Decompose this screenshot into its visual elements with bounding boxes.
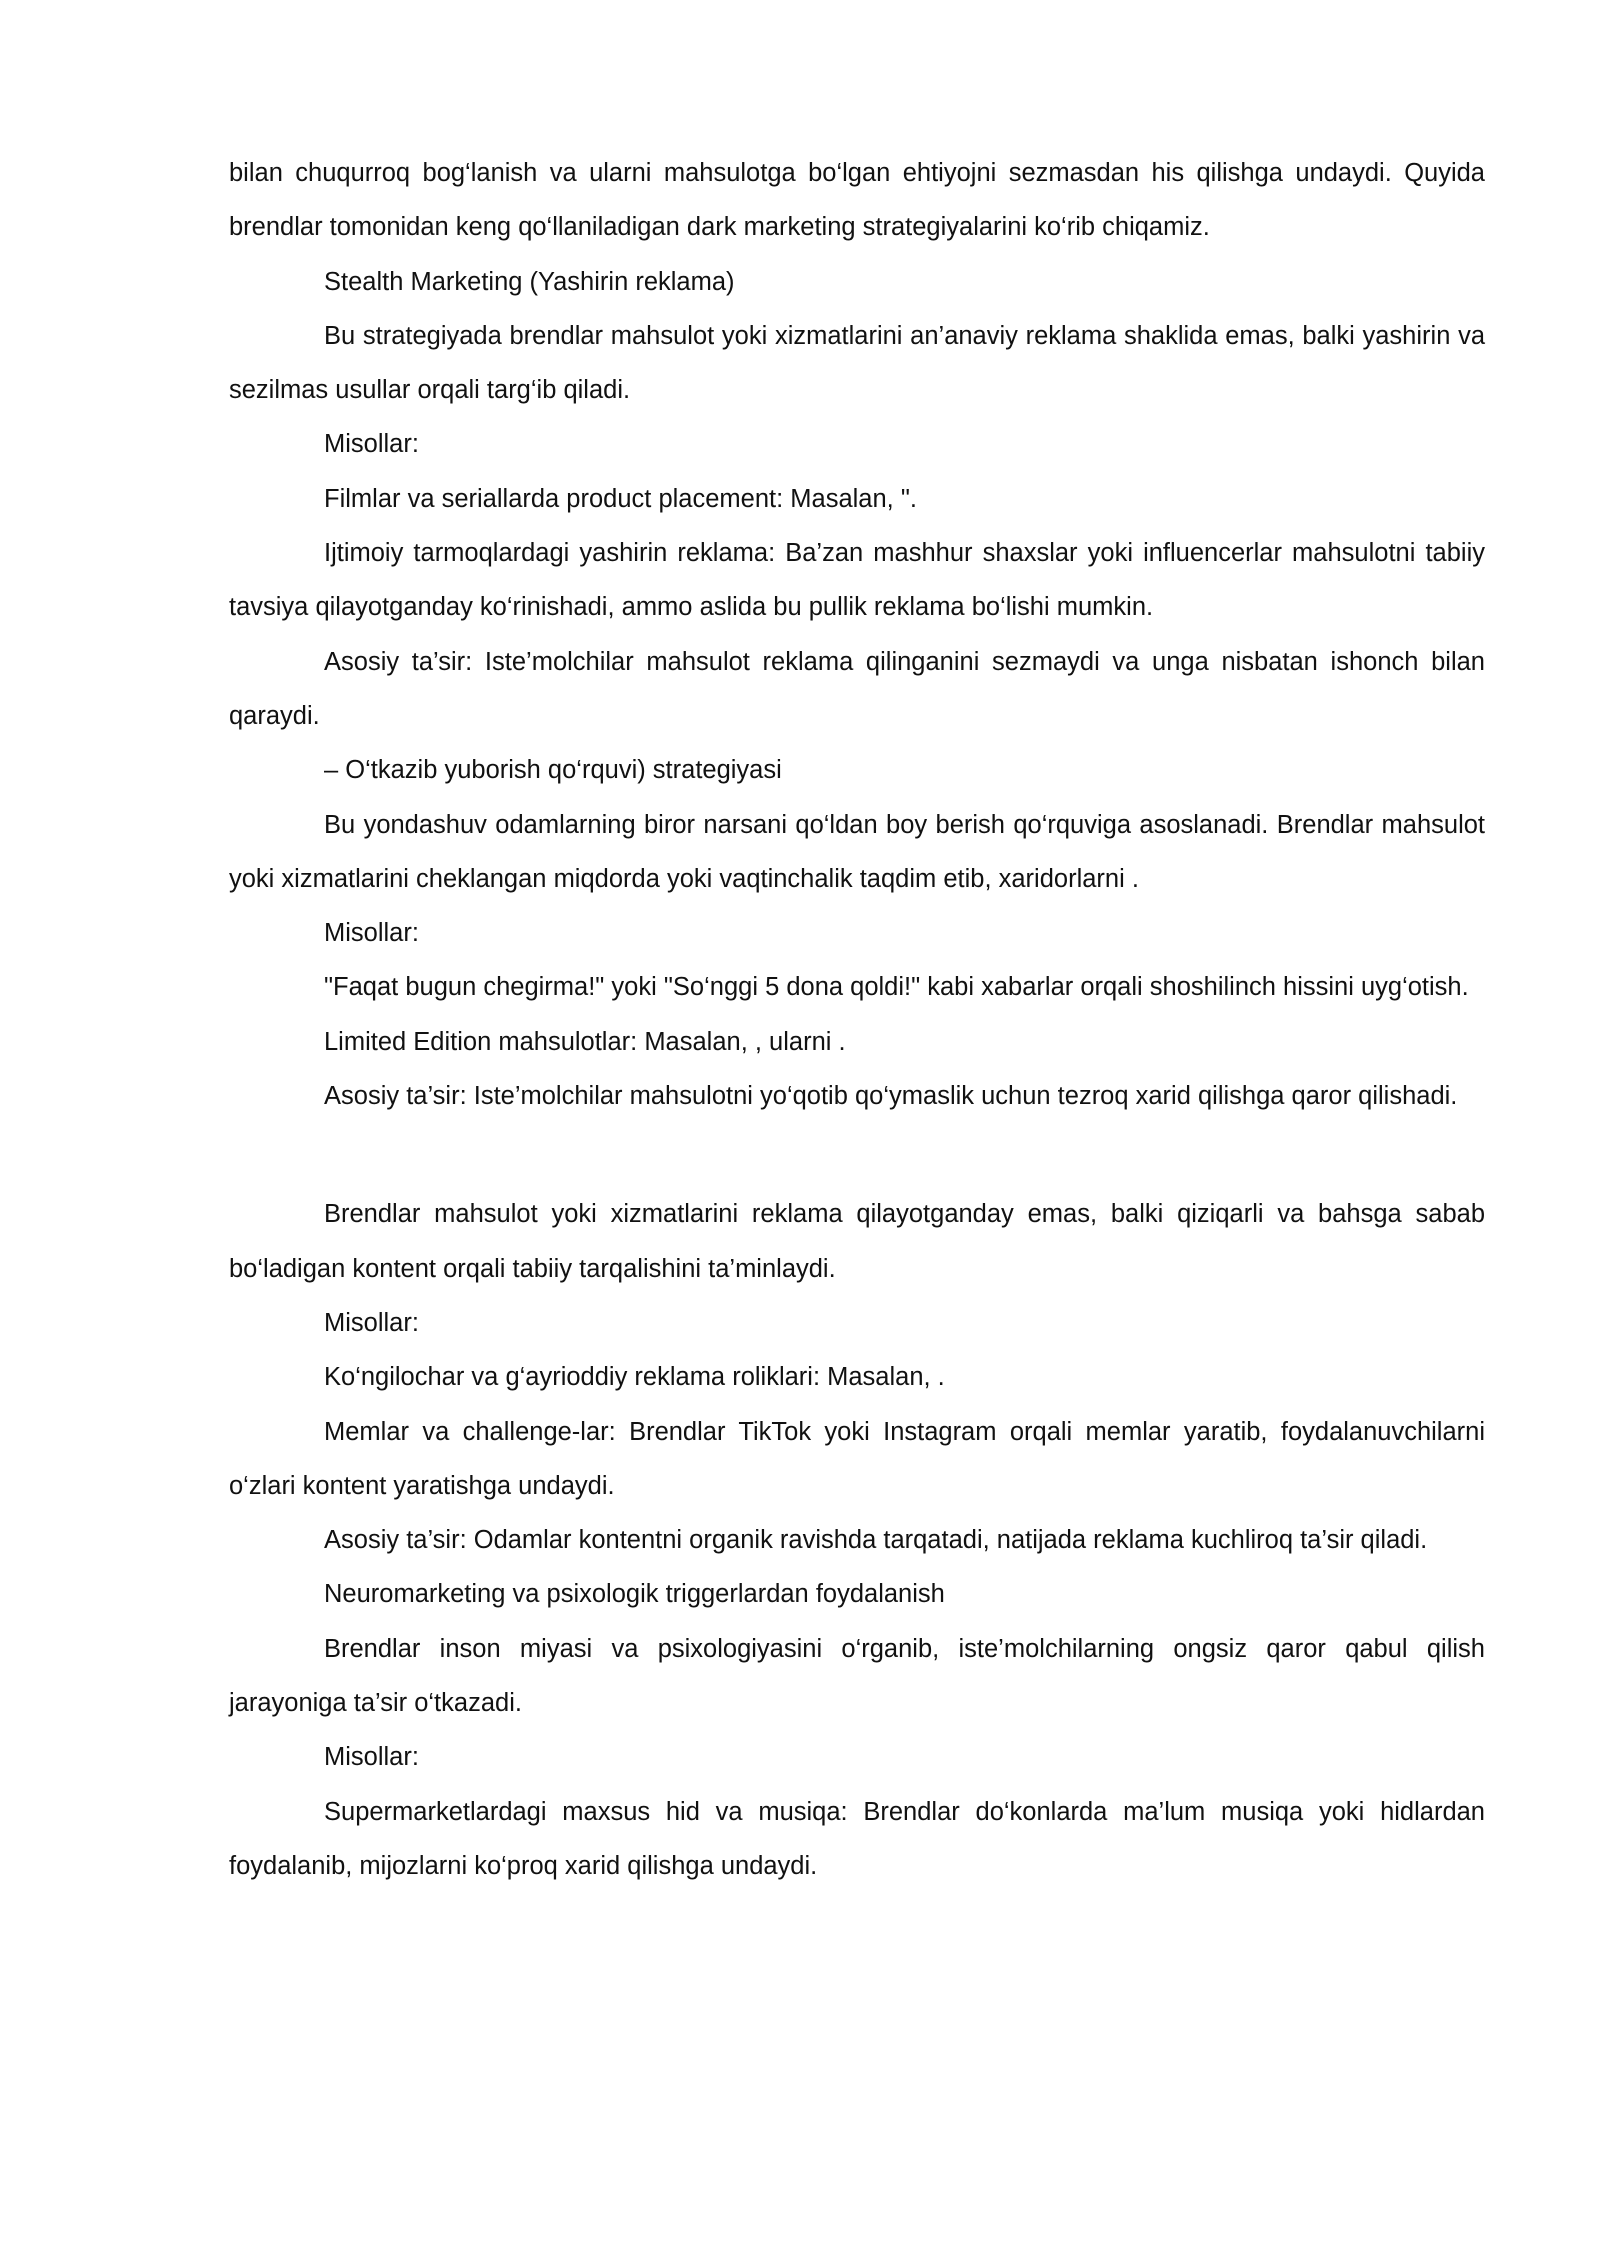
examples-label: Misollar: <box>324 1308 419 1337</box>
example-entertaining-ads: Ko‘ngilochar va g‘ayrioddiy reklama roliklari: Masalan, . <box>324 1363 945 1392</box>
section-heading-neuromarketing: Neuromarketing va psixologik triggerlardan foydalanish <box>324 1580 945 1609</box>
paragraph-viral-content: Brendlar mahsulot yoki xizmatlarini reklama qilayotganday emas, balki qiziqarli va bahsga sabab bo‘ladigan kontent orqali tabiiy tarqalishini ta’minlaydi. <box>229 1200 1485 1283</box>
section-heading-stealth-marketing: Stealth Marketing (Yashirin reklama) <box>324 267 735 296</box>
paragraph-fomo-description: Bu yondashuv odamlarning biror narsani qo‘ldan boy berish qo‘rquviga asoslanadi. Brendlar mahsulot yoki xizmatlarini cheklangan miqdorda yoki vaqtinchalik taqdim etib, xaridorlarni . <box>229 810 1485 893</box>
examples-label: Misollar: <box>324 430 419 459</box>
example-hidden-social-ads: Ijtimoiy tarmoqlardagi yashirin reklama: Ba’zan mashhur shaxslar yoki influencerlar mahsulotni tabiiy tavsiya qilayotganday ko‘rinishadi, ammo aslida bu pullik reklama bo‘lishi mumkin. <box>229 539 1485 622</box>
section-heading-fomo: – O‘tkazib yuborish qo‘rquvi) strategiyasi <box>324 756 782 785</box>
paragraph-spacer <box>229 1123 1485 1187</box>
example-limited-edition: Limited Edition mahsulotlar: Masalan, , ularni . <box>324 1027 846 1056</box>
main-effect-viral: Asosiy ta’sir: Odamlar kontentni organik ravishda tarqatadi, natijada reklama kuchliroq ta’sir qiladi. <box>324 1526 1428 1555</box>
example-memes-challenges: Memlar va challenge-lar: Brendlar TikTok yoki Instagram orqali memlar yaratib, foydalanuvchilarni o‘zlari kontent yaratishga undaydi. <box>229 1417 1485 1500</box>
example-supermarket-scent-music: Supermarketlardagi maxsus hid va musiqa: Brendlar do‘konlarda ma’lum musiqa yoki hidlardan foydalanib, mijozlarni ko‘proq xarid qilishga undaydi. <box>229 1797 1485 1880</box>
examples-label: Misollar: <box>324 919 419 948</box>
example-product-placement: Filmlar va seriallarda product placement: Masalan, ". <box>324 484 917 513</box>
document-body <box>229 146 1485 1893</box>
examples-label: Misollar: <box>324 1743 419 1772</box>
paragraph-continuation: bilan chuqurroq bog‘lanish va ularni mahsulotga bo‘lgan ehtiyojni sezmasdan his qilishga undaydi. Quyida brendlar tomonidan keng qo‘llaniladigan dark marketing strategiyalarini ko‘rib chiqamiz. <box>229 159 1485 242</box>
paragraph-neuromarketing-description: Brendlar inson miyasi va psixologiyasini o‘rganib, iste’molchilarning ongsiz qaror qabul qilish jarayoniga ta’sir o‘tkazadi. <box>229 1634 1485 1718</box>
main-effect-stealth: Asosiy ta’sir: Iste’molchilar mahsulot reklama qilinganini sezmaydi va unga nisbatan ishonch bilan qaraydi. <box>229 647 1485 730</box>
example-urgency-messages: "Faqat bugun chegirma!" yoki "So‘nggi 5 dona qoldi!" kabi xabarlar orqali shoshilinch hissini uyg‘otish. <box>324 973 1469 1002</box>
main-effect-fomo: Asosiy ta’sir: Iste’molchilar mahsulotni yo‘qotib qo‘ymaslik uchun tezroq xarid qilishga qaror qilishadi. <box>324 1082 1458 1111</box>
paragraph-stealth-description: Bu strategiyada brendlar mahsulot yoki xizmatlarini an’anaviy reklama shaklida emas, balki yashirin va sezilmas usullar orqali targ‘ib qiladi. <box>229 321 1485 405</box>
